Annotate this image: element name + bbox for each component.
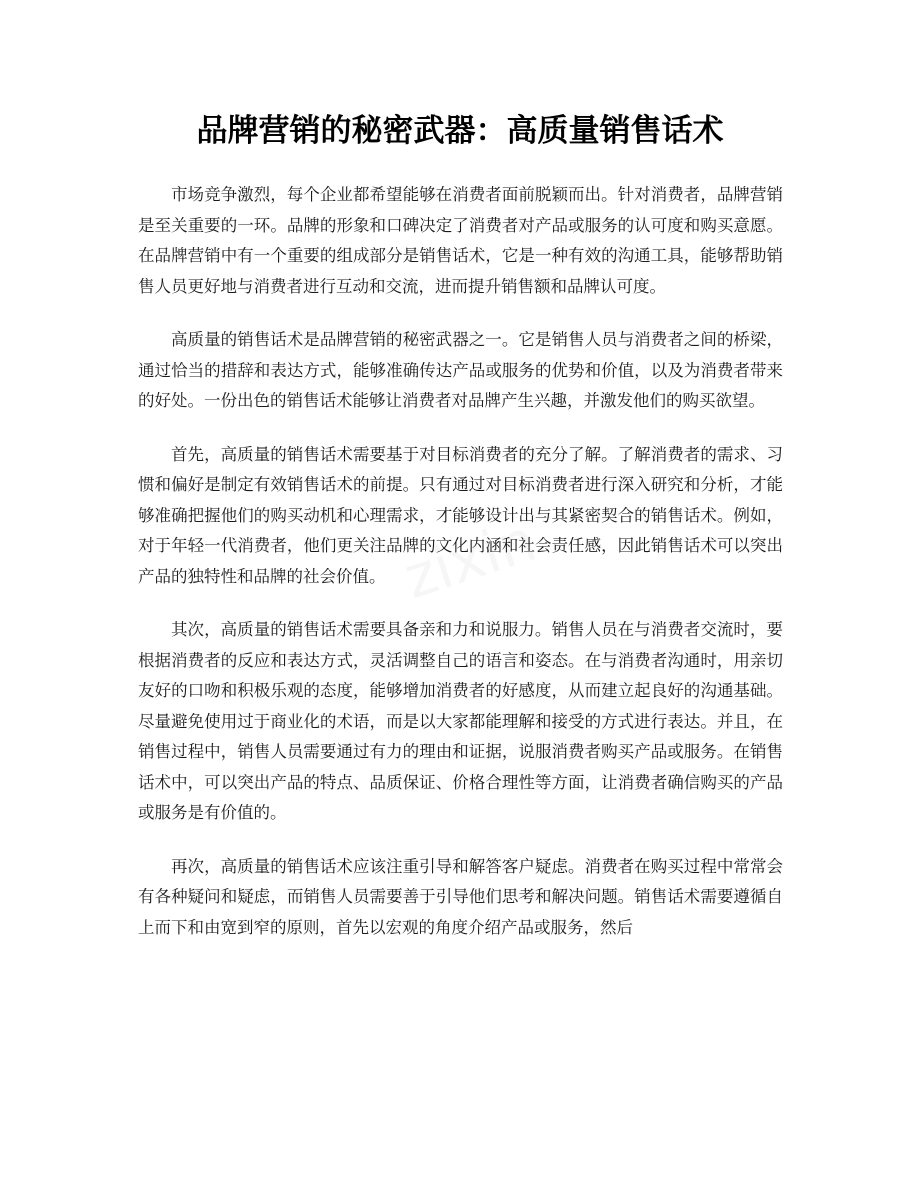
paragraph-2: 高质量的销售话术是品牌营销的秘密武器之一。它是销售人员与消费者之间的桥梁，通过恰当的措辞和表达方式，能够准确传达产品或服务的优势和价值，以及为消费者带来的好处。一份出色的销售话术能够让消费者对品牌产生兴趣，并激发他们的购买欲望。: [138, 330, 783, 410]
paragraph-4: 其次，高质量的销售话术需要具备亲和力和说服力。销售人员在与消费者交流时，要根据消费者的反应和表达方式，灵活调整自己的语言和姿态。在与消费者沟通时，用亲切友好的口吻和积极乐观的态度，能够增加消费者的好感度，从而建立起良好的沟通基础。尽量避免使用过于商业化的术语，而是以大家都能理解和接受的方式进行表达。并且，在销售过程中，销售人员需要通过有力的理由和证据，说服消费者购买产品或服务。在销售话术中，可以突出产品的特点、品质保证、价格合理性等方面，让消费者确信购买的产品或服务是有价值的。: [138, 620, 783, 822]
document-title: 品牌营销的秘密武器：高质量销售话术: [196, 113, 724, 149]
paragraph-5: 再次，高质量的销售话术应该注重引导和解答客户疑虑。消费者在购买过程中常常会有各种疑问和疑虑，而销售人员需要善于引导他们思考和解决问题。销售话术需要遵循自上而下和由宽到窄的原则，首先以宏观的角度介绍产品或服务，然后: [138, 856, 783, 937]
document-body: [138, 180, 783, 966]
paragraph-3: 首先，高质量的销售话术需要基于对目标消费者的充分了解。了解消费者的需求、习惯和偏好是制定有效销售话术的前提。只有通过对目标消费者进行深入研究和分析，才能够准确把握他们的购买动机和心理需求，才能够设计出与其紧密契合的销售话术。例如，对于年轻一代消费者，他们更关注品牌的文化内涵和社会责任感，因此销售话术可以突出产品的独特性和品牌的社会价值。: [138, 444, 783, 586]
paragraph-1: 市场竞争激烈，每个企业都希望能够在消费者面前脱颖而出。针对消费者，品牌营销是至关重要的一环。品牌的形象和口碑决定了消费者对产品或服务的认可度和购买意愿。在品牌营销中有一个重要的组成部分是销售话术，它是一种有效的沟通工具，能够帮助销售人员更好地与消费者进行互动和交流，进而提升销售额和品牌认可度。: [138, 185, 783, 296]
